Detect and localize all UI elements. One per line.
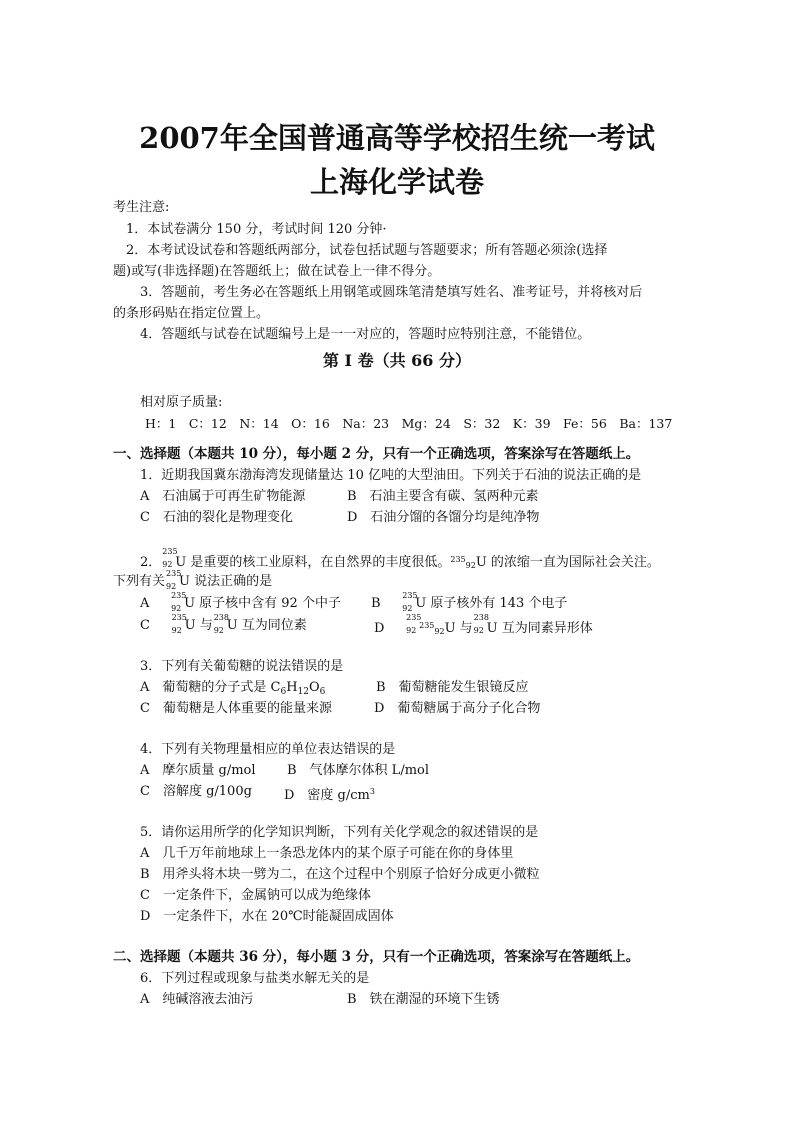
q4-option-b: B 气体摩尔体积 L/mol	[287, 763, 430, 778]
notice-item-2-line-1: 2．本考试设试卷和答题纸两部分，试卷包括试题与答题要求；所有答题必须涂(选择	[126, 243, 608, 258]
notice-item-2-line-2: 题)或写(非选择题)在答题纸上；做在试卷上一律不得分。	[113, 264, 441, 279]
notice-item-4: 4．答题纸与试卷在试题编号上是一一对应的，答题时应特别注意，不能错位。	[140, 327, 591, 342]
q1-option-b: B 石油主要含有碳、氢两种元素	[347, 489, 539, 504]
q2-option-d: D 235 92 $^{235}$92U 与 238 92 U 互为同素异形体	[374, 613, 593, 636]
notice-item-3-line-2: 的条形码贴在指定位置上。	[113, 306, 270, 321]
exam-title: 2007年全国普通高等学校招生统一考试	[139, 121, 655, 155]
atomic-mass-values: H：1 C：12 N：14 O：16 Na：23 Mg：24 S：32 K：39 Fe：56 Ba：137	[145, 416, 673, 431]
q1-option-c: C 石油的裂化是物理变化	[140, 510, 293, 525]
q3-option-b: B 葡萄糖能发生银镜反应	[376, 680, 529, 695]
notice-item-1: 1．本试卷满分 150 分，考试时间 120 分钟·	[126, 222, 387, 237]
q2-option-b: B 235 92 U 原子核外有 143 个电子	[371, 591, 568, 613]
q2-option-a: A 235 92 U 原子核中含有 92 个中子	[140, 591, 341, 613]
q1-stem: 1．近期我国冀东渤海湾发现储量达 10 亿吨的大型油田。下列关于石油的说法正确的是	[140, 468, 642, 483]
q5-option-d: D 一定条件下，水在 20℃时能凝固成固体	[140, 909, 394, 924]
isotope-u235: 235 92	[162, 547, 178, 569]
q2-option-c: C 235 92 U 与 238 92 U 互为同位素	[140, 613, 307, 635]
q2-stem-line-1: 2． 235 92 U 是重要的核工业原料，在自然界的丰度很低。$^{235}$92U 的浓缩一直为国际社会关注。	[140, 547, 660, 570]
q6-stem: 6．下列过程或现象与盐类水解无关的是	[140, 971, 370, 986]
q5-option-a: A 几千万年前地球上一条恐龙体内的某个原子可能在你的身体里	[140, 846, 514, 861]
isotope-u235: 235 92	[166, 569, 182, 591]
notice-heading: 考生注意:	[113, 200, 170, 215]
q2-stem-end: U 的浓缩一直为国际社会关注。	[475, 555, 660, 570]
notice-item-3-line-1: 3．答题前，考生务必在答题纸上用钢笔或圆珠笔清楚填写姓名、准考证号，并将核对后	[140, 285, 643, 300]
q2-stem-mid: U 是重要的核工业原料，在自然界的丰度很低。	[175, 555, 451, 570]
q6-option-a: A 纯碱溶液去油污	[140, 992, 254, 1007]
q2-number: 2．	[140, 555, 162, 570]
q4-option-d: D 密度 $g/cm^3$	[284, 787, 375, 803]
q1-option-a: A 石油属于可再生矿物能源	[140, 489, 306, 504]
q3-option-a: A 葡萄糖的分子式是 $C_6H_{12}O_6$	[140, 680, 326, 697]
q4-option-c: C 溶解度 g/100g	[140, 784, 252, 799]
q5-stem: 5．请你运用所学的化学知识判断，下列有关化学观念的叙述错误的是	[140, 825, 539, 840]
q5-option-c: C 一定条件下，金属钠可以成为绝缘体	[140, 888, 371, 903]
q3-stem: 3．下列有关葡萄糖的说法错误的是	[140, 659, 344, 674]
section-2-title: 二、选择题（本题共 36 分），每小题 3 分，只有一个正确选项，答案涂写在答题纸上。	[113, 949, 640, 965]
q1-option-d: D 石油分馏的各馏分均是纯净物	[347, 510, 540, 525]
q2-stem-line-2: 下列有关 235 92 U 说法正确的是	[113, 569, 273, 591]
q3-option-d: D 葡萄糖属于高分子化合物	[374, 701, 541, 716]
atomic-mass-label: 相对原子质量:	[140, 395, 223, 410]
q4-option-a: A 摩尔质量 g/mol	[140, 763, 256, 778]
q4-stem: 4．下列有关物理量相应的单位表达错误的是	[140, 742, 396, 757]
q3-option-c: C 葡萄糖是人体重要的能量来源	[140, 701, 332, 716]
q6-option-b: B 铁在潮湿的环境下生锈	[347, 992, 500, 1007]
q5-option-b: B 用斧头将木块一劈为二，在这个过程中个别原子恰好分成更小微粒	[140, 867, 540, 882]
exam-subtitle: 上海化学试卷	[309, 165, 484, 199]
section-1-title: 一、选择题（本题共 10 分），每小题 2 分，只有一个正确选项，答案涂写在答题纸上。	[113, 446, 640, 462]
volume-title: 第 I 卷（共 66 分）	[322, 351, 472, 370]
